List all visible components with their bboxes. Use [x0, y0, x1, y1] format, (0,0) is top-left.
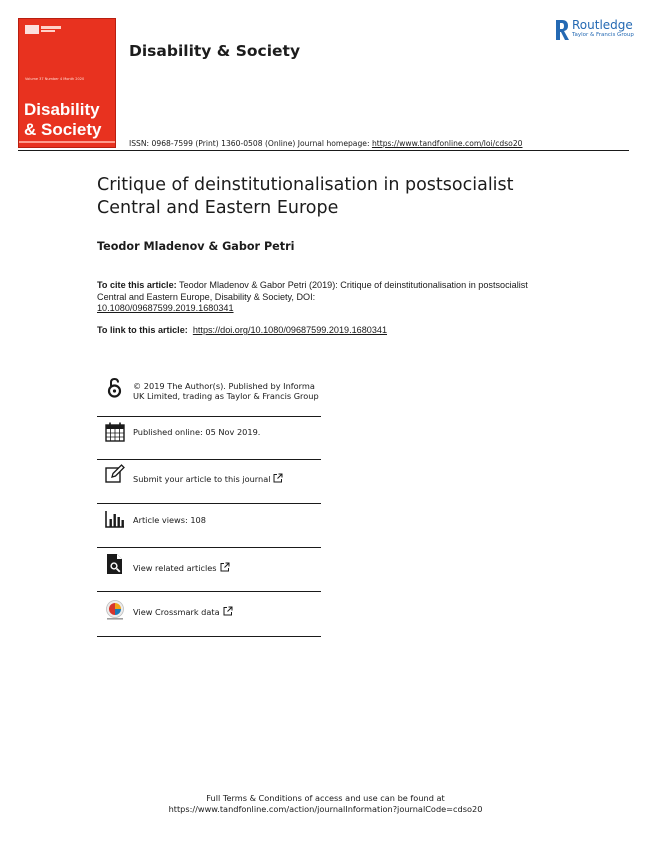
- external-link-icon: [223, 606, 233, 616]
- footer-terms-line: Full Terms & Conditions of access and use can be found at: [206, 793, 445, 803]
- journal-homepage-link[interactable]: https://www.tandfonline.com/loi/cdso20: [371, 139, 523, 148]
- cover-title-line1: Disability: [24, 100, 100, 119]
- article-authors: Teodor Mladenov & Gabor Petri: [97, 240, 295, 253]
- cover-issue-line: Volume 37 Number 4 Month 2020: [25, 77, 85, 81]
- crossmark-link[interactable]: [133, 606, 233, 618]
- publisher-subtitle: Taylor & Francis Group: [572, 32, 634, 38]
- row-divider: [97, 591, 321, 592]
- related-articles-link[interactable]: [133, 562, 230, 574]
- cover-decoration: [41, 30, 55, 32]
- edit-icon[interactable]: [104, 463, 126, 485]
- cover-decoration: [41, 26, 61, 29]
- header-divider: [18, 150, 629, 151]
- license-text: © 2019 The Author(s). Published by Informa UK Limited, trading as Taylor & Francis Group: [133, 381, 319, 401]
- calendar-icon: [104, 421, 126, 443]
- related-articles-label[interactable]: View related articles: [133, 563, 217, 573]
- row-divider: [97, 503, 321, 504]
- journal-cover-image: [18, 18, 116, 148]
- row-divider: [97, 416, 321, 417]
- row-divider: [97, 547, 321, 548]
- cover-publisher-mark: [25, 25, 39, 34]
- crossmark-icon[interactable]: [104, 599, 126, 621]
- cite-text: Teodor Mladenov & Gabor Petri (2019): Critique of deinstitutionalisation in postsocialist Central and Eastern Europe, Disability & Society, DOI:: [97, 280, 528, 302]
- issn-text: ISSN: 0968-7599 (Print) 1360-0508 (Online) Journal homepage:: [129, 139, 372, 148]
- article-views: Article views: 108: [133, 515, 206, 525]
- article-doi-link[interactable]: https://doi.org/10.1080/09687599.2019.1680341: [192, 325, 388, 335]
- open-access-icon: [104, 377, 126, 399]
- crossmark-label[interactable]: View Crossmark data: [133, 607, 220, 617]
- cover-title-line2: & Society: [24, 120, 102, 139]
- document-search-icon[interactable]: [104, 553, 126, 575]
- submit-article-label[interactable]: Submit your article to this journal: [133, 474, 271, 484]
- article-title: Critique of deinstitutionalisation in postsocialist Central and Eastern Europe: [97, 175, 514, 218]
- external-link-icon: [273, 473, 283, 483]
- submit-article-link[interactable]: [133, 473, 283, 485]
- published-date: Published online: 05 Nov 2019.: [133, 427, 261, 437]
- routledge-logo-icon: [555, 19, 570, 41]
- journal-name: Disability & Society: [129, 42, 301, 60]
- cover-footer-bar: [19, 141, 115, 143]
- bar-chart-icon: [104, 508, 126, 530]
- footer-terms-url[interactable]: https://www.tandfonline.com/action/journalInformation?journalCode=cdso20: [168, 804, 483, 814]
- row-divider: [97, 459, 321, 460]
- link-to-article: [97, 325, 387, 335]
- row-divider: [97, 636, 321, 637]
- publisher-name: Routledge: [572, 18, 633, 32]
- link-label: To link to this article:: [97, 325, 191, 335]
- citation-block: [97, 280, 537, 315]
- cite-label: To cite this article:: [97, 280, 177, 290]
- cite-doi-link[interactable]: 10.1080/09687599.2019.1680341: [97, 303, 234, 314]
- external-link-icon: [220, 562, 230, 572]
- issn-line: [129, 139, 522, 148]
